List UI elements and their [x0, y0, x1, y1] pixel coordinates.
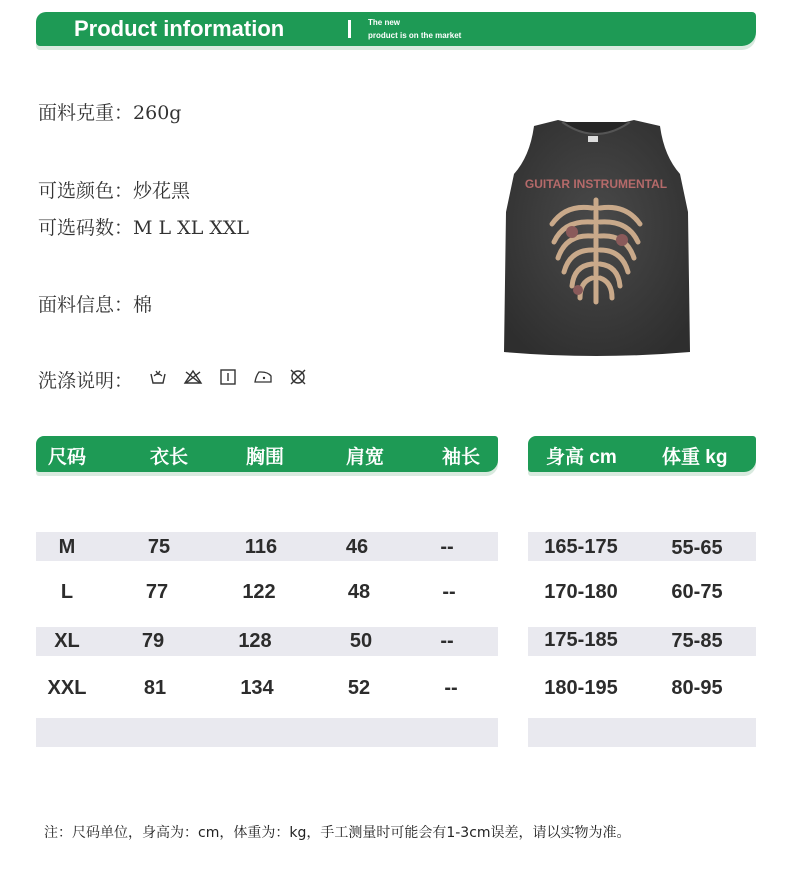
height-cell: 165-175	[544, 536, 618, 558]
shoulder-cell: 48	[347, 581, 371, 603]
header-weight: 体重 kg	[662, 447, 728, 468]
sleeve-cell: --	[440, 536, 454, 558]
shoulder-cell: 50	[349, 630, 373, 652]
sleeve-cell: --	[442, 581, 456, 603]
length-cell: 79	[141, 630, 165, 652]
sleeve-cell: --	[444, 677, 458, 699]
fabric-info-label: 面料信息：	[38, 294, 134, 316]
wash-label: 洗涤说明：	[38, 370, 134, 392]
size-label: 可选码数：	[38, 217, 134, 239]
height-cell: 180-195	[544, 677, 618, 699]
banner-divider	[348, 20, 351, 38]
chest-cell: 128	[238, 630, 272, 652]
size-value: M L XL XXL	[133, 217, 250, 239]
banner-subtitle-line1: The new	[368, 18, 401, 27]
size-table-header	[36, 436, 498, 472]
length-cell: 81	[143, 677, 167, 699]
color-label: 可选颜色：	[38, 180, 134, 202]
fabric-weight-line	[38, 98, 181, 125]
color-line	[38, 176, 190, 203]
size-cell: XXL	[47, 677, 87, 699]
size-cell: M	[58, 536, 76, 558]
fabric-weight-label: 面料克重：	[38, 102, 134, 124]
length-cell: 75	[147, 536, 171, 558]
no-bleach-icon	[183, 368, 203, 386]
wash-icons	[148, 368, 308, 386]
fabric-weight-value: 260g	[133, 102, 182, 124]
length-cell: 77	[145, 581, 169, 603]
hand-wash-icon	[148, 368, 168, 386]
header-banner	[36, 12, 756, 46]
height-cell: 175-185	[544, 629, 618, 651]
shoulder-cell: 52	[347, 677, 371, 699]
fabric-info-value: 棉	[133, 294, 153, 316]
banner-title: Product information	[74, 16, 285, 41]
size-row-stripe	[36, 718, 498, 747]
size-cell: XL	[54, 630, 80, 652]
chest-cell: 122	[242, 581, 276, 603]
color-value: 炒花黑	[133, 180, 191, 202]
header-chest: 胸围	[246, 447, 285, 468]
sleeve-cell: --	[440, 630, 454, 652]
banner-subtitle-line2: product is on the market	[368, 31, 462, 40]
iron-low-icon	[253, 368, 273, 386]
shoulder-cell: 46	[345, 536, 369, 558]
header-size: 尺码	[48, 447, 87, 468]
size-line	[38, 213, 249, 240]
header-sleeve: 袖长	[442, 447, 481, 468]
height-cell: 170-180	[544, 581, 618, 603]
fit-row-stripe	[528, 718, 756, 747]
fabric-info-line	[38, 290, 152, 317]
chest-cell: 116	[244, 536, 278, 558]
no-dry-clean-icon	[288, 368, 308, 386]
tumble-dry-icon	[218, 368, 238, 386]
weight-cell: 80-95	[671, 677, 723, 699]
header-shoulder: 肩宽	[346, 447, 385, 468]
vest-print-text: GUITAR INSTRUMENTAL	[524, 177, 668, 191]
header-length: 衣长	[150, 447, 189, 468]
measurement-note: 注：尺码单位，身高为：cm，体重为：kg，手工测量时可能会有1-3cm误差，请以实物为准。	[44, 825, 631, 841]
size-cell: L	[60, 581, 74, 603]
weight-cell: 75-85	[671, 630, 723, 652]
fit-table-header	[528, 436, 756, 472]
wash-line	[38, 366, 133, 393]
weight-cell: 60-75	[671, 581, 723, 603]
weight-cell: 55-65	[671, 537, 723, 559]
chest-cell: 134	[240, 677, 274, 699]
product-image-vest	[500, 116, 692, 360]
header-height: 身高 cm	[546, 447, 617, 468]
